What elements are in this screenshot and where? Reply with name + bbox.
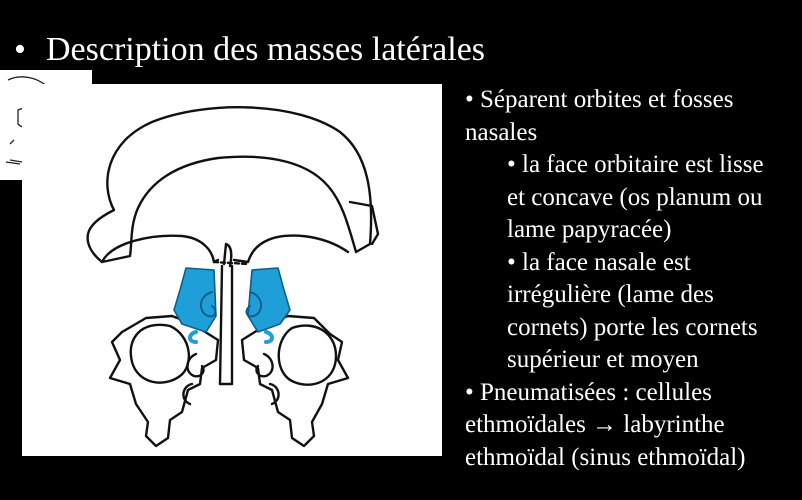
right-orbit-roof [234,236,348,262]
bullet-item [465,377,795,410]
right-maxilla-outline [242,316,348,446]
bullet-marker: • [465,378,474,406]
bullet-text-continuation: irrégulière (lame des [507,281,714,308]
bullet-marker: • [465,86,474,113]
right-ethmoid-labyrinth [248,268,290,332]
bullet-list [465,84,795,474]
cranial-vault-outline [88,107,372,262]
title-text: Description des masses latérales [46,31,486,68]
sub-bullet-item [465,149,795,182]
bullet-text: la face orbitaire est lisse [522,151,764,178]
bullet-text-continuation: cornets) porte les cornets [507,313,758,341]
perpendicular-plate [220,266,232,384]
bullet-text-continuation: ethmoïdales → labyrinthe [465,411,725,438]
bullet-text-continuation: nasales [465,118,538,146]
slide-title [14,30,485,70]
right-orbit-outline [279,326,336,385]
bullet-text-continuation: et concave (os planum ou [507,183,763,211]
sinus-wall-outline [350,202,378,244]
bullet-marker: • [507,248,516,276]
bullet-text-continuation: ethmoïdal (sinus ethmoïdal) [465,443,746,471]
bullet-text: la face nasale est [522,248,691,276]
left-orbit-outline [131,325,189,383]
bullet-text-continuation: lame papyracée) [507,216,672,243]
title-bullet: • [14,31,26,68]
ethmoid-figure-panel [22,84,442,456]
right-blue-fragment [266,332,272,342]
left-blue-fragment [190,332,196,342]
bullet-text-continuation: supérieur et moyen [507,346,699,373]
left-maxilla-outline [110,316,218,446]
bullet-marker: • [507,151,516,178]
bullet-text: Séparent orbites et fosses [480,86,734,113]
left-ethmoid-labyrinth [174,268,216,332]
sub-bullet-item [465,247,795,280]
bullet-text: Pneumatisées : cellules [480,378,712,406]
bullet-item [465,84,795,117]
